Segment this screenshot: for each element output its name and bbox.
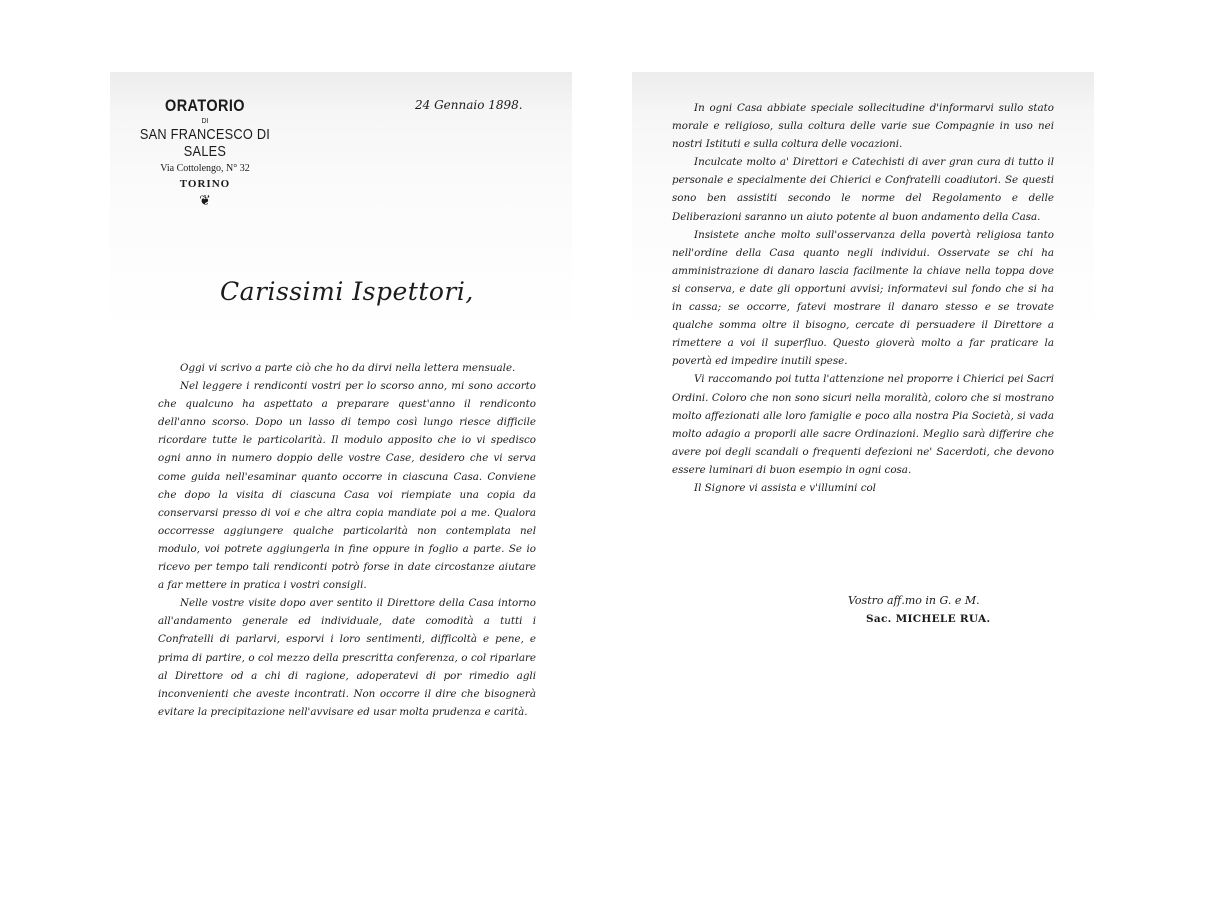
- letter-body-left: [158, 359, 536, 721]
- paragraph: Insistete anche molto sull'osservanza della povertà religiosa tanto nell'ordine della Casa quanto negli individui. Osservate se chi ha amministrazione di danaro lascia facilmente la chiave nella toppa dove si conserva, e date gli opportuni avvisi; informatevi sul fondo che si ha in cassa; se occorre, fatevi mostrare il danaro stesso e se trovate qualche somma oltre il bisogno, cercate di persuadere il Direttore a rimettere a voi il superfluo. Questo gioverà molto a far praticare la povertà ed impedire inutili spese.: [672, 228, 1054, 368]
- letterhead-address: Via Cottolengo, N° 32: [160, 163, 250, 174]
- paragraph: Il Signore vi assista e v'illumini col: [694, 481, 876, 494]
- letterhead: [110, 96, 300, 209]
- paragraph: Nel leggere i rendiconti vostri per lo scorso anno, mi sono accorto che qualcuno ha aspettato a preparare quest'anno il rendiconto dell'anno scorso. Dopo un lasso di tempo così lungo riesce difficile ricordare tutte le particolarità. Il modulo apposito che io vi spedisco ogni anno in numero doppio delle vostre Case, desidero che vi serva come guida nell'esaminar quanto occorre in ciascuna Casa. Conviene che dopo la visita di ciascuna Casa voi riempiate una copia da conservarsi presso di voi e che altra copia mandiate poi a me. Qualora occorresse aggiungere qualche particolarità non contemplata nel modulo, voi potrete aggiungerla in fine oppure in foglio a parte. Se io ricevo per tempo tali rendiconti potrò forse in date circostanze aiutare a far mettere in pratica i vostri consigli.: [158, 380, 536, 592]
- paragraph: Oggi vi scrivo a parte ciò che ho da dirvi nella lettera mensuale.: [180, 362, 516, 374]
- letter-page-left: [110, 72, 572, 812]
- letterhead-title: ORATORIO: [165, 96, 245, 115]
- letterhead-subtitle: SAN FRANCESCO DI SALES: [139, 126, 271, 160]
- letterhead-di: DI: [201, 118, 209, 125]
- letterhead-city: TORINO: [179, 178, 231, 190]
- letter-page-right: [632, 72, 1094, 712]
- paragraph: Nelle vostre visite dopo aver sentito il Direttore della Casa intorno all'andamento generale ed individuale, date comodità a tutti i Confratelli di parlarvi, esporvi i loro sentimenti, difficoltà e pene, e prima di partire, o col mezzo della prescritta conferenza, o col riparlare al Direttore od a chi di ragione, adoperatevi di por rimedio agli inconvenienti che aveste incontrati. Non occorre il dire che bisognerà evitare la precipitazione nell'avvisare ed usar molta prudenza e carità.: [158, 597, 536, 718]
- paragraph: Inculcate molto a' Direttori e Catechisti di aver gran cura di tutto il personale e specialmente dei Chierici e Confratelli coadiutori. Se questi sono ben assistiti secondo le norme del Regolamento e delle Deliberazioni saranno un aiuto potente al buon andamento della Casa.: [672, 156, 1054, 223]
- letter-body-right: [672, 99, 1054, 497]
- paragraph: Vi raccomando poi tutta l'attenzione nel proporre i Chierici pei Sacri Ordini. Coloro che non sono sicuri nella moralità, coloro che si mostrano molto affezionati alle loro famiglie e poco alla nostra Pia Società, si vada molto adagio a proporli alle sacre Ordinazioni. Meglio sarà differire che avere poi degli scandali o frequenti defezioni ne' Sacerdoti, che devono essere luminari di buon esempio in ogni cosa.: [672, 373, 1054, 476]
- paragraph: In ogni Casa abbiate speciale sollecitudine d'informarvi sullo stato morale e religioso, sulla coltura delle varie sue Compagnie in uso nei nostri Istituti e sulla coltura delle vocazioni.: [672, 102, 1054, 151]
- salutation: Carissimi Ispettori,: [220, 277, 474, 306]
- closing-line: Vostro aff.mo in G. e M.: [848, 594, 980, 607]
- signature: Sac. MICHELE RUA.: [866, 613, 991, 625]
- letter-date: 24 Gennaio 1898.: [415, 98, 523, 112]
- fleuron-icon: ❦: [199, 192, 211, 208]
